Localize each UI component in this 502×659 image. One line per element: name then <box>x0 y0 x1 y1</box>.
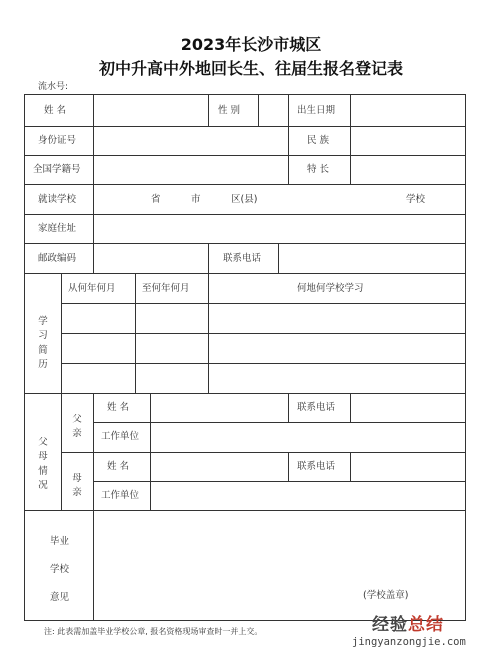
father-phone-label: 联系电话 <box>297 402 336 413</box>
col-divider <box>93 243 94 273</box>
row-divider <box>25 243 465 244</box>
col-divider <box>93 510 94 621</box>
mother-phone-label: 联系电话 <box>297 461 336 472</box>
home-address-label: 家庭住址 <box>38 223 77 234</box>
specialty-label: 特 长 <box>307 164 330 175</box>
row-divider <box>25 155 465 156</box>
col-divider <box>135 273 136 393</box>
row-divider <box>25 184 465 185</box>
col-divider <box>350 452 351 481</box>
col-divider <box>258 95 259 126</box>
postcode-label: 邮政编码 <box>38 253 77 264</box>
col-divider <box>61 273 62 393</box>
name-label: 姓 名 <box>44 105 67 116</box>
school-label: 学校 <box>50 564 70 575</box>
student-number-label: 全国学籍号 <box>33 164 81 175</box>
row-divider <box>61 363 465 364</box>
col-divider <box>61 393 62 510</box>
col-divider <box>150 393 151 510</box>
row-divider <box>25 273 465 274</box>
col-divider <box>93 393 94 510</box>
school-seal-label: (学校盖章) <box>363 590 409 601</box>
col-divider <box>208 273 209 393</box>
row-divider <box>61 333 465 334</box>
birth-date-label: 出生日期 <box>297 105 336 116</box>
school-suffix-label: 学校 <box>406 194 426 205</box>
current-school-label: 就读学校 <box>38 194 77 205</box>
from-date-header: 从何年何月 <box>68 283 116 294</box>
parents-info-label: 父母情况 <box>38 437 48 491</box>
gender-label: 性 别 <box>218 105 241 116</box>
father-name-label: 姓 名 <box>107 402 130 413</box>
col-divider <box>278 243 279 273</box>
mother-name-label: 姓 名 <box>107 461 130 472</box>
col-divider <box>350 393 351 422</box>
study-history-label: 学习简历 <box>38 316 48 370</box>
row-divider <box>25 510 465 511</box>
row-divider <box>93 422 465 423</box>
ethnicity-label: 民 族 <box>307 135 330 146</box>
father-label: 父亲 <box>72 414 82 440</box>
to-date-header: 至何年何月 <box>142 283 190 294</box>
row-divider <box>25 214 465 215</box>
footer-note: 注: 此表需加盖毕业学校公章, 报名资格现场审查时一并上交。 <box>44 627 263 636</box>
row-divider <box>25 126 465 127</box>
col-divider <box>288 95 289 184</box>
row-divider <box>61 452 465 453</box>
contact-phone-label: 联系电话 <box>223 253 262 264</box>
col-divider <box>288 452 289 481</box>
row-divider <box>61 303 465 304</box>
row-divider <box>25 393 465 394</box>
col-divider <box>208 95 209 126</box>
serial-number-label: 流水号: <box>38 82 69 92</box>
mother-label: 母亲 <box>72 473 82 499</box>
opinion-label: 意见 <box>50 592 70 603</box>
mother-work-label: 工作单位 <box>101 490 140 501</box>
province-label: 省 <box>151 194 161 205</box>
watermark-url: jingyanzongjie.com <box>352 636 466 648</box>
col-divider <box>350 95 351 184</box>
watermark-logo <box>372 610 444 635</box>
registration-form-table <box>24 94 466 621</box>
watermark-text-2: 总结 <box>408 615 444 635</box>
row-divider <box>93 481 465 482</box>
col-divider <box>288 393 289 422</box>
col-divider <box>208 243 209 273</box>
father-work-label: 工作单位 <box>101 431 140 442</box>
watermark-text-1: 经验 <box>372 615 408 635</box>
district-label: 区(县) <box>231 194 258 205</box>
form-title-line2: 初中升高中外地回长生、往届生报名登记表 <box>98 59 403 78</box>
city-label: 市 <box>191 194 201 205</box>
form-title-line1: 2023年长沙市城区 <box>180 35 322 54</box>
id-number-label: 身份证号 <box>38 135 77 146</box>
school-location-header: 何地何学校学习 <box>297 283 364 294</box>
graduation-label: 毕业 <box>50 536 70 547</box>
